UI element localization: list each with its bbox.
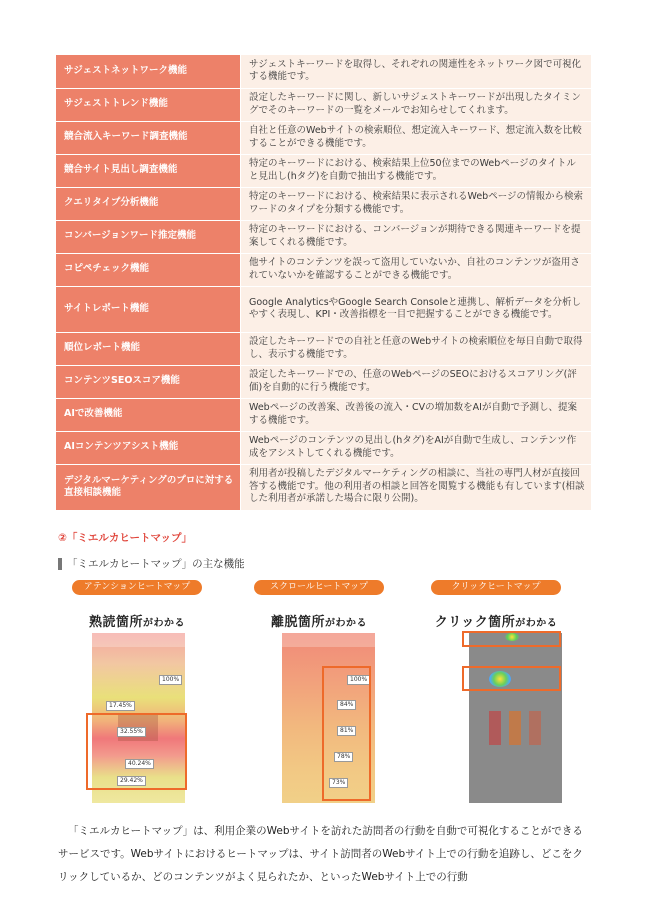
sub-title-text: 「ミエルカヒートマップ」の主な機能: [67, 558, 245, 570]
click-highlight-frame-top: [462, 631, 561, 647]
scroll-title-main: 離脱箇所: [270, 615, 325, 630]
feature-name: 競合流入キーワード調査機能: [56, 121, 241, 154]
attention-pct-2: 17.45%: [106, 701, 135, 711]
feature-name: AIコンテンツアシスト機能: [56, 431, 241, 464]
table-row: [56, 121, 591, 154]
attention-heatmap-title: [72, 611, 202, 630]
feature-desc: Webページのコンテンツの見出し(hタグ)をAIが自動で生成し、コンテンツ作成をアシストしてくれる機能です。: [241, 431, 592, 464]
feature-name: コピペチェック機能: [56, 253, 241, 286]
content-block: [489, 711, 501, 745]
table-row: [56, 286, 591, 332]
scroll-heatmap-label: スクロールヒートマップ: [254, 580, 384, 595]
feature-name: 順位レポート機能: [56, 332, 241, 365]
attention-pct-3: 32.55%: [117, 727, 146, 737]
click-heatmap-image: [469, 633, 562, 803]
feature-desc: 特定のキーワードにおける、検索結果上位50位までのWebページのタイトルと見出し(hタグ)を自動で抽出する機能です。: [241, 154, 592, 187]
feature-name: サイトレポート機能: [56, 286, 241, 332]
table-row: [56, 398, 591, 431]
table-row: [56, 253, 591, 286]
table-row: [56, 220, 591, 253]
scroll-pct-2: 84%: [337, 700, 356, 710]
table-row: [56, 88, 591, 121]
page-header-strip: [282, 633, 375, 647]
table-row: [56, 55, 591, 88]
scroll-pct-3: 81%: [337, 726, 356, 736]
feature-name: クエリタイプ分析機能: [56, 187, 241, 220]
feature-desc: 利用者が投稿したデジタルマーケティングの相談に、当社の専門人材が直接回答する機能です。他の利用者の相談と回答を閲覧する機能も有しています(相談した利用者が承諾した場合に限り公開)。: [241, 464, 592, 510]
feature-desc: Google AnalyticsやGoogle Search Consoleと連携し、解析データを分析しやすく表現し、KPI・改善指標を一目で把握することができる機能です。: [241, 286, 592, 332]
scroll-pct-5: 73%: [329, 778, 348, 788]
table-row: [56, 332, 591, 365]
attention-highlight-frame: [86, 713, 187, 790]
feature-desc: 設定したキーワードでの自社と任意のWebサイトの検索順位を毎日自動で取得し、表示する機能です。: [241, 332, 592, 365]
feature-name: 競合サイト見出し調査機能: [56, 154, 241, 187]
content-block: [509, 711, 521, 745]
table-row: [56, 431, 591, 464]
sub-title: [58, 556, 245, 571]
scroll-heatmap-panel: [254, 580, 384, 630]
click-heatmap-panel: [431, 580, 561, 630]
attention-pct-5: 29.42%: [117, 776, 146, 786]
attention-pct-4: 40.24%: [125, 759, 154, 769]
attention-heatmap-image: [92, 633, 185, 803]
attention-title-main: 熟読箇所: [88, 615, 143, 630]
feature-desc: 他サイトのコンテンツを誤って盗用していないか、自社のコンテンツが盗用されていないかを確認することができる機能です。: [241, 253, 592, 286]
feature-name: AIで改善機能: [56, 398, 241, 431]
feature-name: デジタルマーケティングのプロに対する直接相談機能: [56, 464, 241, 510]
click-highlight-frame-mid: [462, 666, 561, 691]
feature-desc: サジェストキーワードを取得し、それぞれの関連性をネットワーク図で可視化する機能です。: [241, 55, 592, 88]
table-row: [56, 187, 591, 220]
attention-pct-1: 100%: [159, 675, 182, 685]
click-title-suffix: がわかる: [515, 618, 558, 629]
section-title: ②「ミエルカヒートマップ」: [58, 532, 193, 544]
feature-desc: 設定したキーワードでの、任意のWebページのSEOにおけるスコアリング(評価)を自動的に行う機能です。: [241, 365, 592, 398]
feature-desc: 特定のキーワードにおける、コンバージョンが期待できる関連キーワードを提案してくれる機能です。: [241, 220, 592, 253]
page-header-strip: [92, 633, 185, 647]
scroll-highlight-frame: [322, 666, 371, 801]
feature-name: コンバージョンワード推定機能: [56, 220, 241, 253]
scroll-pct-4: 78%: [334, 752, 353, 762]
attention-heatmap-panel: [72, 580, 202, 630]
table-row: [56, 365, 591, 398]
table-row: [56, 464, 591, 510]
scroll-title-suffix: がわかる: [325, 618, 367, 629]
scroll-heatmap-image: [282, 633, 375, 803]
scroll-heatmap-title: [254, 611, 384, 630]
table-row: [56, 154, 591, 187]
feature-desc: 特定のキーワードにおける、検索結果に表示されるWebページの情報から検索ワードのタイプを分類する機能です。: [241, 187, 592, 220]
body-paragraph: 「ミエルカヒートマップ」は、利用企業のWebサイトを訪れた訪問者の行動を自動で可視化することができるサービスです。Webサイトにおけるヒートマップは、サイト訪問者のWebサイト上での行動を追跡し、どこをクリックしているか、どのコンテンツがよく見られたか、といったWebサイト上での行動: [58, 825, 583, 883]
feature-name: サジェストトレンド機能: [56, 88, 241, 121]
feature-name: コンテンツSEOスコア機能: [56, 365, 241, 398]
feature-name: サジェストネットワーク機能: [56, 55, 241, 88]
feature-desc: 自社と任意のWebサイトの検索順位、想定流入キーワード、想定流入数を比較することができる機能です。: [241, 121, 592, 154]
attention-heatmap-label: アテンションヒートマップ: [72, 580, 202, 595]
sub-title-marker: [58, 558, 62, 570]
click-heatmap-title: [431, 611, 561, 630]
content-block: [529, 711, 541, 745]
attention-title-suffix: がわかる: [143, 618, 185, 629]
click-title-main: クリック箇所: [434, 615, 516, 630]
feature-desc: 設定したキーワードに関し、新しいサジェストキーワードが出現したタイミングでそのキーワードの一覧をメールでお知らせしてくれます。: [241, 88, 592, 121]
feature-desc: Webページの改善案、改善後の流入・CVの増加数をAIが自動で予測し、提案する機能です。: [241, 398, 592, 431]
click-heatmap-label: クリックヒートマップ: [431, 580, 561, 595]
scroll-pct-1: 100%: [347, 675, 370, 685]
feature-table: [56, 55, 591, 511]
